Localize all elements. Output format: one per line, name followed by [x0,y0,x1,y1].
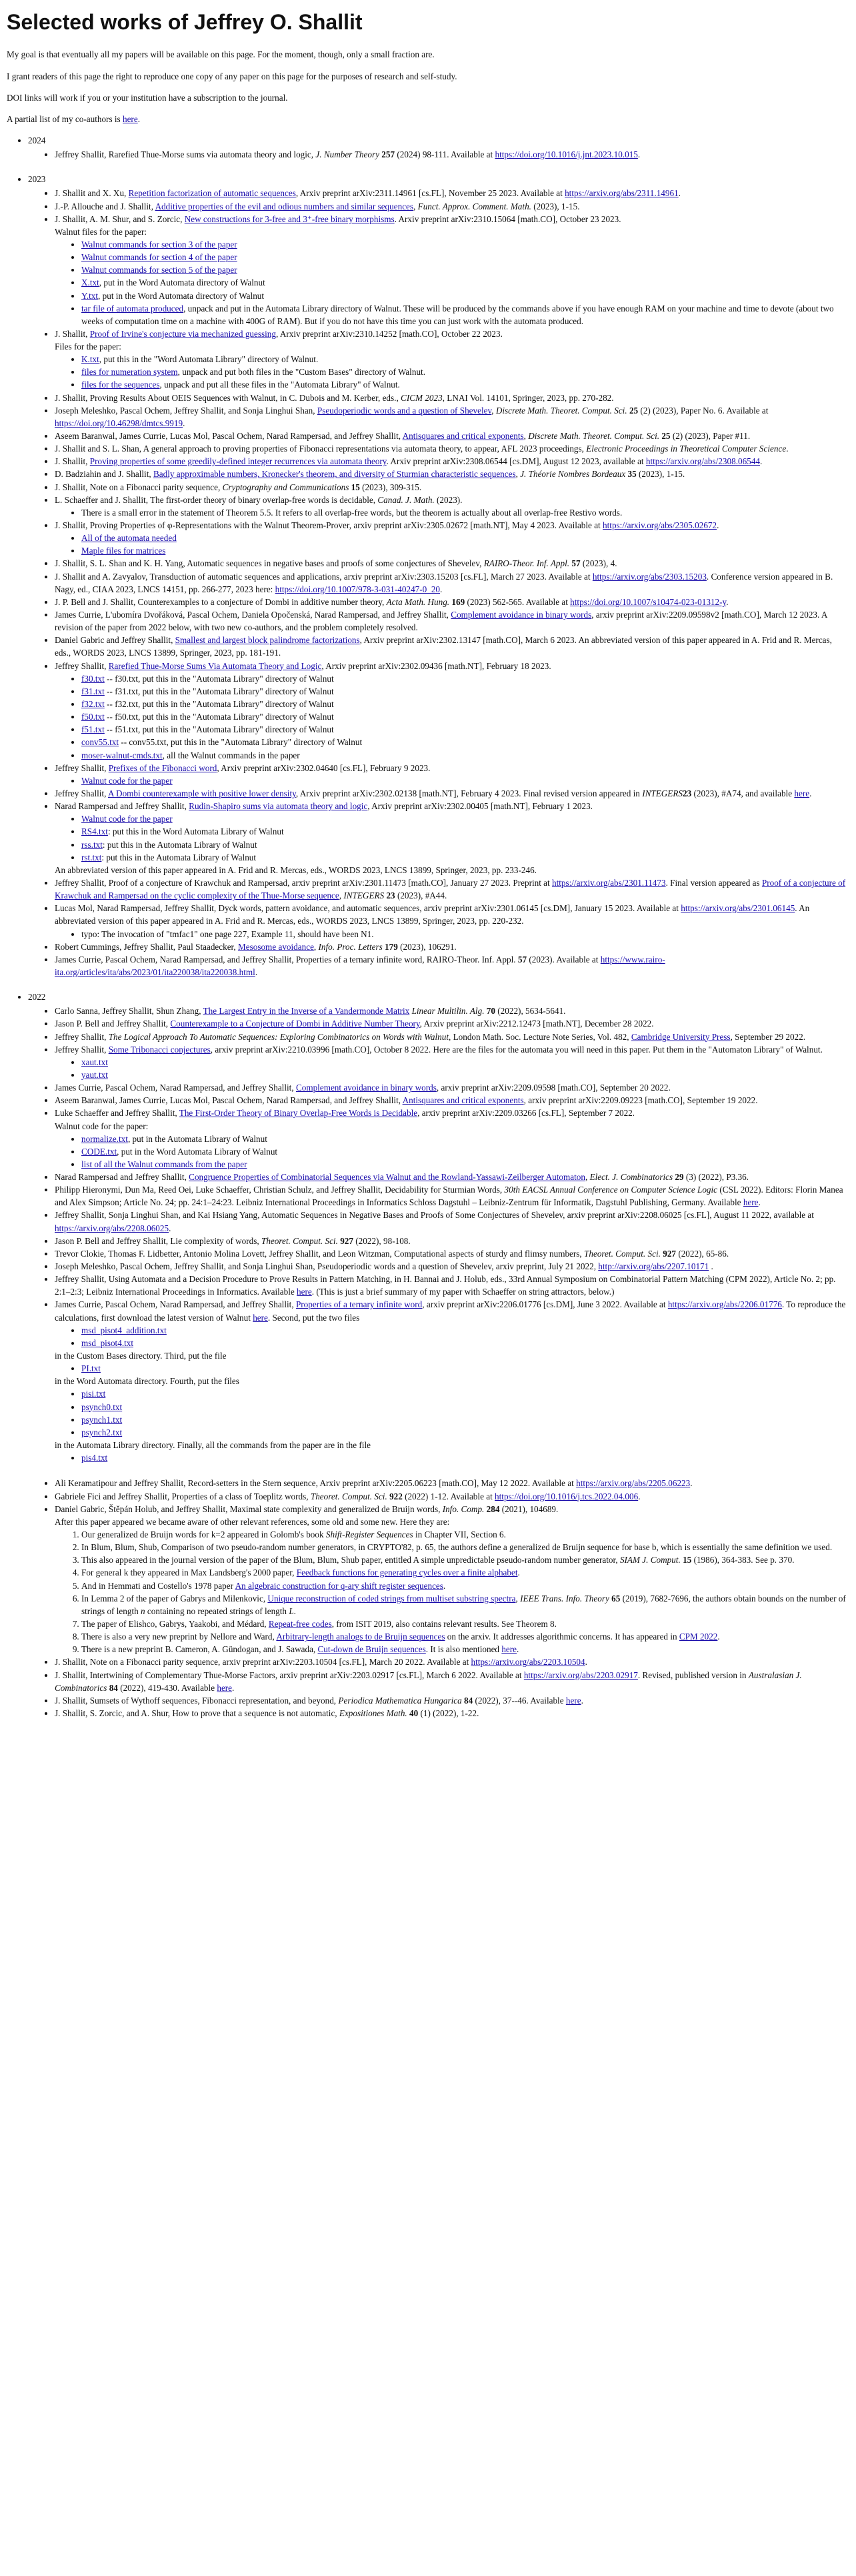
sub-item [81,532,849,544]
year-heading: 2023 [28,174,46,185]
arxiv-link[interactable]: https://arxiv.org/abs/2303.15203 [592,571,707,582]
file-link[interactable]: Walnut code for the paper [81,775,173,786]
list-item: • Aseem Baranwal, James Currie, Lucas Mol, Pascal Ochem, Narad Rampersad, and Jeffrey Shallit, Antisquares and critical exponents, arxiv preprint arXiv:2209.09223 [math.CO], September 19 2022. [55,1094,849,1107]
list-item: • Lucas Mol, Narad Rampersad, Jeffrey Shallit, Dyck words, pattern avoidance, and automatic sequences, arxiv preprint arXiv:2301.06145 [cs.DM], January 15 2023. Available at https://arxiv.org/abs/2301.06145. An abbreviated version of this paper appeared in A. Frid and R. Mercas, eds., WORDS 2023, LNCS 13899, Springer, 2023, pp. 220-232. • typo: The invocation of "tmfac1" one page 227, Example 11, should have been N1. [55,902,849,940]
paper-link[interactable]: Arbitrary-length analogs to de Bruijn sequences [276,1632,445,1642]
sub-list [55,672,849,762]
sub-item [81,1387,849,1400]
file-link[interactable]: normalize.txt [81,1133,128,1144]
sub-item [81,1056,849,1069]
sub-item: • rss.txt: put this in the Automata Library of Walnut [81,838,849,851]
file-link[interactable]: tar file of automata produced [81,303,184,313]
reference-item: 5. And in Hemmati and Costello's 1978 paper An algebraic construction for q-ary shift register sequences. [81,1579,849,1592]
file-link[interactable]: Maple files for matrices [81,546,166,556]
sub-item: • conv55.txt -- conv55.txt, put this in the "Automata Library" directory of Walnut [81,736,849,748]
paper-link[interactable]: Antisquares and critical exponents [402,431,524,442]
file-link[interactable]: files for the sequences [81,380,160,390]
file-link[interactable]: CODE.txt [81,1146,117,1157]
doi-link[interactable]: https://doi.org/10.46298/dmtcs.9919 [55,418,183,428]
file-link[interactable]: yaut.txt [81,1069,108,1080]
list-item: • Joseph Meleshko, Pascal Ochem, Jeffrey Shallit, and Sonja Linghui Shan, Pseudoperiodic words and a question of Shevelev, arxiv preprint, July 21 2022, http://arxiv.org/abs/2207.10171 . [55,1260,849,1273]
file-link[interactable]: list of all the Walnut commands from the paper [81,1159,247,1169]
list-item: • J. Shallit and A. Zavyalov, Transduction of automatic sequences and applications, arxiv preprint arXiv:2303.15203 [cs.FL], March 27 2023. Available at https://arxiv.org/abs/2303.15203. Conference version appeared in B. Nagy, ed., CIAA 2023, LNCS 14151, pp. 266-277, 2023 here: https://doi.org/10.1007/978-3-031-40247-0_20. [55,570,849,596]
list-item: • Jason P. Bell and Jeffrey Shallit, Counterexample to a Conjecture of Dombi in Additive Number Theory, Arxiv preprint arXiv:2212.12473 [math.NT], December 28 2022. [55,1017,849,1030]
sub-item: • f31.txt -- f31.txt, put this in the "Automata Library" directory of Walnut [81,685,849,698]
list-item: • J. Shallit, Proving Results About OEIS Sequences with Walnut, in C. Dubois and M. Kerber, eds., CICM 2023, LNAI Vol. 14101, Springer, 2023, pp. 270-282. [55,392,849,404]
reference-item: 4. For general k they appeared in Max Landsberg's 2000 paper, Feedback functions for generating cycles over a finite alphabet. [81,1566,849,1579]
sub-item: • RS4.txt: put this in the Word Automata Library of Walnut [81,825,849,838]
file-link[interactable]: Walnut commands for section 5 of the paper [81,265,237,275]
arxiv-link[interactable]: https://arxiv.org/abs/2305.02672 [603,520,717,531]
reference-item: 9. There is a new preprint B. Cameron, A. Gündogan, and J. Sawada, Cut-down de Bruijn sequences. It is also mentioned here. [81,1643,849,1656]
sub-item [81,544,849,557]
paper-link[interactable]: A Dombi counterexample with positive lower density [107,788,296,798]
list-item: • Narad Rampersad and Jeffrey Shallit, Rudin-Shapiro sums via automata theory and logic, Arxiv preprint arXiv:2302.00405 [math.NT], February 1 2023. • Walnut code for the paper • RS4.txt: put this in the Word Automata Library of Walnut • rss.txt: put this in the Automata Library of Walnut • rst.txt: put this in the Automata Library of Walnut An abbreviated version of this paper appeared in A. Frid and R. Mercas, eds., WORDS 2023, LNCS 13899, Springer, 2023, pp. 233-246. [55,800,849,876]
file-link[interactable]: rst.txt [81,852,102,862]
list-item: • Jeffrey Shallit, A Dombi counterexample with positive lower density, Arxiv preprint arXiv:2302.02138 [math.NT], February 4 2023. Final revised version appeared in INTEGERS23 (2023), #A74, and available here. [55,787,849,800]
intro-paragraph: My goal is that eventually all my papers will be available on this page. For the moment, though, only a small fraction are. [7,49,435,60]
file-link[interactable]: pisi.txt [81,1389,106,1399]
sub-item [81,1158,849,1171]
sub-item: • files for numeration system, unpack and put both files in the "Custom Bases" directory of Walnut. [81,366,849,378]
file-link[interactable]: RS4.txt [81,826,108,837]
paper-link[interactable]: Complement avoidance in binary words [451,610,592,620]
year-entries [28,187,849,979]
year-section-2023 [28,173,849,979]
paper-link[interactable]: Pseudoperiodic words and a question of Shevelev [317,405,492,416]
sub-item [81,1451,849,1464]
doi-link[interactable]: https://doi.org/10.1016/j.jnt.2023.10.015 [495,149,638,160]
file-link[interactable]: f50.txt [81,712,105,722]
arxiv-link[interactable]: https://arxiv.org/abs/2208.06025 [55,1223,169,1233]
coauthors-paragraph: A partial list of my co-authors is here. [7,113,140,124]
sub-list [55,774,849,787]
paper-link[interactable]: Proof of Irvine's conjecture via mechanized guessing [89,328,276,339]
list-item: • Jeffrey Shallit, Some Tribonacci conjectures, arxiv preprint arXiv:2210.03996 [math.CO], October 8 2022. Here are the files for the automata you will need in this paper. Put them in the "Automaton Library" of Walnut. • xaut.txt • yaut.txt [55,1043,849,1081]
list-item: • Narad Rampersad and Jeffrey Shallit, Congruence Properties of Combinatorial Sequences via Walnut and the Rowland-Yassawi-Zeilberger Automaton, Elect. J. Combinatorics 29 (3) (2022), P3.36. [55,1171,849,1183]
list-item: • Carlo Sanna, Jeffrey Shallit, Shun Zhang, The Largest Entry in the Inverse of a Vandermonde Matrix Linear Multilin. Alg. 70 (2022), 5634-5641. [55,1005,849,1017]
sub-item: • normalize.txt, put in the Automata Library of Walnut [81,1133,849,1145]
list-item: • J. Shallit, S. L. Shan and K. H. Yang, Automatic sequences in negative bases and proofs of some conjectures of Shevelev, RAIRO-Theor. Inf. Appl. 57 (2023), 4. [55,557,849,570]
sub-item: • files for the sequences, unpack and put all these files in the "Automata Library" of Walnut. [81,378,849,391]
list-item: • J. Shallit, Proof of Irvine's conjecture via mechanized guessing, Arxiv preprint arXiv:2310.14252 [math.CO], October 22 2023. Files for the paper: • K.txt, put this in the "Word Automata Library" directory of Walnut. • files for numeration system, unpack and put both files in the "Custom Bases" directory of Walnut. • files for the sequences, unpack and put all these files in the "Automata Library" of Walnut. [55,328,849,392]
list-item: • J. Shallit, S. Zorcic, and A. Shur, How to prove that a sequence is not automatic, Expositiones Math. 40 (1) (2022), 1-22. [55,1707,849,1720]
list-item: • D. Badziahin and J. Shallit, Badly approximable numbers, Kronecker's theorem, and diversity of Sturmian characteristic sequences, J. Théorie Nombres Bordeaux 35 (2023), 1-15. [55,468,849,480]
list-item: • J. Shallit, Sumsets of Wythoff sequences, Fibonacci representation, and beyond, Periodica Mathematica Hungarica 84 (2022), 37--46. Available here. [55,1694,849,1707]
paper-link[interactable]: The First-Order Theory of Binary Overlap-Free Words is Decidable [179,1108,418,1119]
page [0,7,856,1720]
sub-item: • There is a small error in the statement of Theorem 5.5. It refers to all overlap-free words, but the theorem is actually about all overlap-free Restivo words. [81,506,849,519]
paper-link[interactable]: https://www.rairo-ita.org/articles/ita/abs/2023/01/ita220038/ita220038.html [55,954,665,977]
reference-list [55,1528,849,1656]
list-item: • Joseph Meleshko, Pascal Ochem, Jeffrey Shallit, and Sonja Linghui Shan, Pseudoperiodic words and a question of Shevelev, Discrete Math. Theoret. Comput. Sci. 25 (2) (2023), Paper No. 6. Available at https://doi.org/10.46298/dmtcs.9919. [55,404,849,430]
list-item: • J. Shallit, Note on a Fibonacci parity sequence, Cryptography and Communications 15 (2023), 309-315. [55,481,849,494]
sub-item [81,774,849,787]
sub-list [55,1324,849,1349]
list-item: • J. Shallit, Proving properties of some greedily-defined integer recurrences via automata theory. Arxiv preprint arXiv:2308.06544 [cs.DM], August 12 2023, available at https://arxiv.org/abs/2308.06544. [55,455,849,468]
sub-item: • f50.txt -- f50.txt, put this in the "Automata Library" directory of Walnut [81,710,849,723]
sub-item: • moser-walnut-cmds.txt, all the Walnut commands in the paper [81,749,849,762]
file-link[interactable]: PI.txt [81,1363,101,1374]
paper-link[interactable]: The Largest Entry in the Inverse of a Vandermonde Matrix [203,1006,410,1017]
arxiv-link[interactable]: http://arxiv.org/abs/2207.10171 [598,1261,709,1272]
sub-item: • CODE.txt, put in the Word Automata Library of Walnut [81,1145,849,1158]
sub-item: • Y.txt, put in the Word Automata directory of Walnut [81,289,849,302]
publication-list [7,134,849,1720]
paper-link[interactable]: Mesosome avoidance [238,941,314,952]
paper-link[interactable]: Antisquares and critical exponents [402,1095,524,1106]
paper-link[interactable]: Counterexample to a Conjecture of Dombi in Additive Number Theory [170,1019,420,1029]
page-title: Selected works of Jeffrey O. Shallit [7,10,363,34]
file-link[interactable]: conv55.txt [81,737,119,748]
here-link[interactable]: here [217,1682,233,1693]
reference-item: 6. In Lemma 2 of the paper of Gabrys and Milenkovic, Unique reconstruction of coded strings from multiset substring spectra, IEEE Trans. Info. Theory 65 (2019), 7682-7696, the authors obtain bounds on the number of strings of length n containing no repeated strings of length L. [81,1592,849,1618]
sub-item [81,1337,849,1349]
list-item: • Jason P. Bell and Jeffrey Shallit, Lie complexity of words, Theoret. Comput. Sci. 927 (2022), 98-108. [55,1235,849,1247]
sub-item: • X.txt, put in the Word Automata directory of Walnut [81,276,849,289]
here-link[interactable]: here [253,1312,268,1323]
sub-item [81,1324,849,1337]
list-item: • J. Shallit and X. Xu, Repetition factorization of automatic sequences, Arxiv preprint arXiv:2311.14961 [cs.FL], November 25 2023. Available at https://arxiv.org/abs/2311.14961. [55,187,849,199]
sub-list [55,532,849,557]
sub-item [81,1426,849,1439]
arxiv-link[interactable]: https://arxiv.org/abs/2203.02917 [523,1670,638,1680]
here-link[interactable]: here [501,1644,517,1655]
sub-item: • f30.txt -- f30.txt, put this in the "Automata Library" directory of Walnut [81,672,849,685]
sub-item [81,812,849,825]
year-section-2022 [28,991,849,1720]
doi-paragraph: DOI links will work if you or your institution have a subscription to the journal. [7,92,288,103]
doi-link[interactable]: https://doi.org/10.1007/978-3-031-40247-0_20 [275,584,441,594]
file-link[interactable]: moser-walnut-cmds.txt [81,750,163,760]
coauthors-link[interactable]: here [122,113,138,124]
arxiv-link[interactable]: https://arxiv.org/abs/2311.14961 [565,188,679,199]
list-item: • L. Schaeffer and J. Shallit, The first-order theory of binary overlap-free words is decidable, Canad. J. Math. (2023). • There is a small error in the statement of Theorem 5.5. It refers to all overlap-free words, but the theorem is actually about all overlap-free Restivo words. [55,494,849,519]
file-link[interactable]: msd_pisot4_addition.txt [81,1325,167,1335]
paper-link[interactable]: Proving properties of some greedily-defined integer recurrences via automata theory [89,456,387,467]
reference-item: 8. There is also a very new preprint by Nellore and Ward, Arbitrary-length analogs to de Bruijn sequences on the arxiv. It addresses algorithmic concerns. It has appeared in CPM 2022. [81,1630,849,1643]
reference-item: 2. In Blum, Blum, Shub, Comparison of two pseudo-random number generators, in CRYPTO'82, p. 65, the authors define a generalized de Bruijn sequence for base b, which is essentially the same definition we used. [81,1541,849,1553]
license-paragraph: I grant readers of this page the right to reproduce one copy of any paper on this page for the purposes of research and self-study. [7,71,457,81]
file-link[interactable]: f30.txt [81,673,105,684]
arxiv-link[interactable]: https://arxiv.org/abs/2206.01776 [667,1299,782,1310]
file-link[interactable]: Walnut commands for section 3 of the paper [81,239,237,249]
list-item: • Robert Cummings, Jeffrey Shallit, Paul Staadecker, Mesosome avoidance, Info. Proc. Letters 179 (2023), 106291. [55,940,849,953]
arxiv-link[interactable]: https://arxiv.org/abs/2205.06223 [576,1478,691,1489]
file-link[interactable]: rss.txt [81,839,103,850]
list-item: • Jeffrey Shallit, Prefixes of the Fibonacci word, Arxiv preprint arXiv:2302.04640 [cs.FL], February 9 2023. • Walnut code for the paper [55,762,849,787]
file-link[interactable]: Y.txt [81,290,99,301]
paper-link[interactable]: Unique reconstruction of coded strings from multiset substring spectra [267,1593,516,1603]
file-link[interactable]: xaut.txt [81,1057,108,1067]
sub-item [81,1362,849,1375]
list-item: • Jeffrey Shallit, The Logical Approach To Automatic Sequences: Exploring Combinatorics on Words with Walnut, London Math. Soc. Lecture Note Series, Vol. 482, Cambridge University Press, September 29 2022. [55,1031,849,1043]
list-item: • Philipp Hieronymi, Dun Ma, Reed Oei, Luke Schaeffer, Christian Schulz, and Jeffrey Shallit, Decidability for Sturmian Words, 30th EACSL Annual Conference on Computer Science Logic (CSL 2022). Editors: Florin Manea and Alex Simpson; Article No. 24; pp. 24:1–24:23. Leibniz International Proceedings in Informatics Schloss Dagstuhl – Leibniz-Zentrum für Informatik, Dagstuhl Publishing, Germany. Available here. [55,1183,849,1209]
sub-item: • tar file of automata produced, unpack and put in the Automata Library directory of Walnut. These will be produced by the commands above if you have enough RAM on your machine and time to devote (about two weeks of computation time on a machine with 400G of RAM). But if you do not have this time you can just work with the automata produced. [81,302,849,328]
sub-item: • typo: The invocation of "tmfac1" one page 227, Example 11, should have been N1. [81,928,849,940]
file-link[interactable]: All of the automata needed [81,533,177,544]
paper-link[interactable]: Repeat-free codes [268,1618,332,1629]
list-item: • James Currie, L'ubomíra Dvořáková, Pascal Ochem, Daniela Opočenská, Narad Rampersad, and Jeffrey Shallit, Complement avoidance in binary words, arxiv preprint arXiv:2209.09598v2 [math.CO], March 12 2023. A revision of the paper from 2022 below, with two new co-authors, and the problem completely resolved. [55,608,849,634]
file-link[interactable]: Walnut code for the paper [81,814,173,824]
doi-link[interactable]: https://doi.org/10.1007/s10474-023-01312-y [570,596,727,607]
file-link[interactable]: Walnut commands for section 4 of the paper [81,252,237,263]
paper-link[interactable]: Congruence Properties of Combinatorial Sequences via Walnut and the Rowland-Yassawi-Zeilberger Automaton [189,1172,585,1183]
arxiv-link[interactable]: https://arxiv.org/abs/2301.11473 [552,877,666,888]
sub-list [55,506,849,519]
sub-list [55,1133,849,1171]
sub-list [55,353,849,391]
list-item: • James Currie, Pascal Ochem, Narad Rampersad, and Jeffrey Shallit, Complement avoidance in binary words, arxiv preprint arXiv:2209.09598 [math.CO], September 20 2022. [55,1081,849,1094]
file-link[interactable]: psynch0.txt [81,1401,123,1412]
reference-item: 7. The paper of Elishco, Gabrys, Yaakobi, and Médard, Repeat-free codes, from ISIT 2019, also contains relevant results. See Theorem 8. [81,1618,849,1630]
paper-link[interactable]: Prefixes of the Fibonacci word [108,762,217,773]
list-item: • Ali Keramatipour and Jeffrey Shallit, Record-setters in the Stern sequence, Arxiv preprint arXiv:2205.06223 [math.CO], May 12 2022. Available at https://arxiv.org/abs/2205.06223. [55,1477,849,1489]
file-link[interactable]: msd_pisot4.txt [81,1337,134,1348]
list-item: • Daniel Gabric, Štěpán Holub, and Jeffrey Shallit, Maximal state complexity and generalized de Bruijn words, Info. Comp. 284 (2021), 104689. After this paper appeared we became aware of other relevant references, some old and some new. Here they are: 1. Our generalized de Bruijn words for k=2 appeared in Golomb's book Shift-Register Sequences in Chapter VII, Section 6. 2. In Blum, Blum, Shub, Comparison of two pseudo-random number generators, in CRYPTO'82, p. 65, the authors define a generalized de Bruijn sequence for base b, which is essentially the same definition we used. 3. This also appeared in the journal version of the paper of the Blum, Blum, Shub paper, entitled A simple unpredictable pseudo-random number generator, SIAM J. Comput. 15 (1986), 364-383. See p. 370. 4. For general k they appeared in Max Landsberg's 2000 paper, Feedback functions for generating cycles over a finite alphabet. 5. And in Hemmati and Costello's 1978 paper An algebraic construction for q-ary shift register sequences. 6. In Lemma 2 of the paper of Gabrys and Milenkovic, Unique reconstruction of coded strings from multiset substring spectra, IEEE Trans. Info. Theory 65 (2019), 7682-7696, the authors obtain bounds on the number of strings of length n containing no repeated strings of length L. 7. The paper of Elishco, Gabrys, Yaakobi, and Médard, Repeat-free codes, from ISIT 2019, also contains relevant results. See Theorem 8. 8. There is also a very new preprint by Nellore and Ward, Arbitrary-length analogs to de Bruijn sequences on the arxiv. It addresses algorithmic concerns. It has appeared in CPM 2022. 9. There is a new preprint B. Cameron, A. Gündogan, and J. Sawada, Cut-down de Bruijn sequences. It is also mentioned here. [55,1503,849,1656]
paper-link[interactable]: Cut-down de Bruijn sequences [317,1644,426,1655]
list-item: • J.-P. Allouche and J. Shallit, Additive properties of the evil and odious numbers and similar sequences, Funct. Approx. Comment. Math. (2023), 1-15. [55,200,849,213]
list-item: • Daniel Gabric and Jeffrey Shallit, Smallest and largest block palindrome factorizations, Arxiv preprint arXiv:2302.13147 [math.CO], March 6 2023. An abbreviated version of this paper appeared in A. Frid and R. Mercas, eds., WORDS 2023, LNCS 13899, Springer, 2023, pp. 181-191. [55,634,849,659]
year-entries [28,148,849,161]
sub-list [55,928,849,940]
sub-list [55,812,849,864]
sub-list [55,1056,849,1081]
list-item: • Jeffrey Shallit, Sonja Linghui Shan, and Kai Hsiang Yang, Automatic Sequences in Negative Bases and Proofs of Some Conjectures of Shevelev, arxiv preprint arXiv:2208.06025 [cs.FL], August 11 2022, available at https://arxiv.org/abs/2208.06025. [55,1209,849,1234]
paper-link[interactable]: An algebraic construction for q-ary shift register sequences [235,1580,443,1591]
paper-link[interactable]: Properties of a ternary infinite word [295,1299,423,1310]
sub-list [55,238,849,328]
list-item: • J. Shallit, Note on a Fibonacci parity sequence, arxiv preprint arXiv:2203.10504 [cs.FL], March 20 2022. Available at https://arxiv.org/abs/2203.10504. [55,1656,849,1668]
paper-link[interactable]: Rarefied Thue-Morse Sums Via Automata Theory and Logic [108,660,322,671]
list-item: • James Currie, Pascal Ochem, Narad Rampersad, and Jeffrey Shallit, Properties of a ternary infinite word, RAIRO-Theor. Inf. Appl. 57 (2023). Available at https://www.rairo-ita.org/articles/ita/abs/2023/01/ita220038/ita220038.html. [55,953,849,979]
list-item: • Jeffrey Shallit, Proof of a conjecture of Krawchuk and Rampersad, arxiv preprint arXiv:2301.11473 [math.CO], January 27 2023. Preprint at https://arxiv.org/abs/2301.11473. Final version appeared as Proof of a conjecture of Krawchuk and Rampersad on the cyclic complexity of the Thue-Morse sequence, INTEGERS 23 (2023), #A44. [55,876,849,902]
list-item: • J. Shallit, Intertwining of Complementary Thue-Morse Factors, arxiv preprint arXiv:2203.02917 [cs.FL], March 6 2022. Available at https://arxiv.org/abs/2203.02917. Revised, published version in Australasian J. Combinatorics 84 (2022), 419-430. Available here. [55,1669,849,1694]
sub-item [81,251,849,263]
list-item: • Luke Schaeffer and Jeffrey Shallit, The First-Order Theory of Binary Overlap-Free Words is Decidable, arxiv preprint arXiv:2209.03266 [cs.FL], September 7 2022. Walnut code for the paper: • normalize.txt, put in the Automata Library of Walnut • CODE.txt, put in the Word Automata Library of Walnut • list of all the Walnut commands from the paper [55,1107,849,1171]
sub-list [55,1387,849,1439]
file-link[interactable]: f32.txt [81,699,105,709]
file-link[interactable]: f31.txt [81,686,105,696]
arxiv-link[interactable]: https://arxiv.org/abs/2308.06544 [645,456,760,467]
doi-link[interactable]: https://doi.org/10.1016/j.tcs.2022.04.006 [495,1491,639,1501]
list-item: • Jeffrey Shallit, Rarefied Thue-Morse Sums Via Automata Theory and Logic, Arxiv preprint arXiv:2302.09436 [math.NT], February 18 2023. • f30.txt -- f30.txt, put this in the "Automata Library" directory of Walnut • f31.txt -- f31.txt, put this in the "Automata Library" directory of Walnut • f32.txt -- f32.txt, put this in the "Automata Library" directory of Walnut • f50.txt -- f50.txt, put this in the "Automata Library" directory of Walnut • f51.txt -- f51.txt, put this in the "Automata Library" directory of Walnut • conv55.txt -- conv55.txt, put this in the "Automata Library" directory of Walnut • moser-walnut-cmds.txt, all the Walnut commands in the paper [55,660,849,762]
file-link[interactable]: X.txt [81,277,99,288]
paper-link[interactable]: Rudin-Shapiro sums via automata theory and logic [189,801,368,812]
list-item: • James Currie, Pascal Ochem, Narad Rampersad, and Jeffrey Shallit, Properties of a ternary infinite word, arxiv preprint arXiv:2206.01776 [cs.DM], June 3 2022. Available at https://arxiv.org/abs/2206.01776. To reproduce the calculations, first download the latest version of Walnut here. Second, put the two files • msd_pisot4_addition.txt • msd_pisot4.txt in the Custom Bases directory. Third, put the file • PI.txt in the Word Automata directory. Fourth, put the files • pisi.txt • psynch0.txt • psynch1.txt • psynch2.txt in the Automata Library directory. Finally, all the commands from the paper are in the file • pis4.txt [55,1298,849,1477]
file-link[interactable]: psynch1.txt [81,1414,123,1425]
here-link[interactable]: here [565,1695,581,1706]
year-section-2024 [28,134,849,161]
publisher-link[interactable]: Cambridge University Press [631,1031,731,1042]
file-link[interactable]: pis4.txt [81,1453,108,1463]
year-entries [28,1005,849,1720]
list-item: • J. Shallit, Proving Properties of φ-Representations with the Walnut Theorem-Prover, arxiv preprint arXiv:2305.02672 [math.NT], May 4 2023. Available at https://arxiv.org/abs/2305.02672. • All of the automata needed • Maple files for matrices [55,519,849,557]
sub-item: • f32.txt -- f32.txt, put this in the "Automata Library" directory of Walnut [81,698,849,710]
arxiv-link[interactable]: https://arxiv.org/abs/2301.06145 [681,903,795,914]
sub-item: • rst.txt: put this in the Automata Library of Walnut [81,851,849,864]
file-link[interactable]: K.txt [81,354,99,365]
year-heading: 2024 [28,135,46,145]
sub-item [81,1069,849,1081]
list-item: • Jeffrey Shallit, Using Automata and a Decision Procedure to Prove Results in Pattern Matching, in H. Bannai and J. Holub, eds., 33rd Annual Symposium on Combinatorial Pattern Matching (CPM 2022), Article No. 2; pp. 2:1–2:3; Leibniz International Proceedings in Informatics. Available here. (This is just a brief summary of my paper with Schaeffer on string attractors, below.) [55,1273,849,1298]
sub-item: • f51.txt -- f51.txt, put this in the "Automata Library" directory of Walnut [81,723,849,736]
here-link[interactable]: here [743,1197,759,1208]
sub-item [81,263,849,276]
list-item: • Jeffrey Shallit, Rarefied Thue-Morse sums via automata theory and logic, J. Number Theory 257 (2024) 98-111. Available at https://doi.org/10.1016/j.jnt.2023.10.015. [55,148,849,161]
sub-list [55,1451,849,1464]
paper-link[interactable]: Repetition factorization of automatic sequences [128,188,296,199]
sub-list [55,1362,849,1375]
paper-link[interactable]: Complement avoidance in binary words [295,1083,437,1093]
paper-link[interactable]: Some Tribonacci conjectures [108,1044,211,1055]
paper-link[interactable]: Additive properties of the evil and odious numbers and similar sequences [155,201,414,211]
file-link[interactable]: files for numeration system [81,367,178,378]
file-link[interactable]: psynch2.txt [81,1427,123,1437]
list-item: • J. Shallit, A. M. Shur, and S. Zorcic, New constructions for 3-free and 3⁺-free binary morphisms. Arxiv preprint arXiv:2310.15064 [math.CO], October 23 2023. Walnut files for the paper: • Walnut commands for section 3 of the paper • Walnut commands for section 4 of the paper • Walnut commands for section 5 of the paper • X.txt, put in the Word Automata directory of Walnut • Y.txt, put in the Word Automata directory of Walnut • tar file of automata produced, unpack and put in the Automata Library directory of Walnut. These will be produced by the commands above if you have enough RAM on your machine and time to devote (about two weeks of computation time on a machine with 400G of RAM). But if you do not have this time you can just work with the automata produced. [55,213,849,328]
list-item: • J. Shallit and S. L. Shan, A general approach to proving properties of Fibonacci representations via automata theory, to appear, AFL 2023 proceedings, Electronic Proceedings in Theoretical Computer Science. [55,442,849,455]
sub-item: • K.txt, put this in the "Word Automata Library" directory of Walnut. [81,353,849,366]
here-link[interactable]: here [794,788,810,798]
conference-link[interactable]: CPM 2022 [679,1632,718,1642]
reference-item: 3. This also appeared in the journal version of the paper of the Blum, Blum, Shub paper, entitled A simple unpredictable pseudo-random number generator, SIAM J. Comput. 15 (1986), 364-383. See p. 370. [81,1553,849,1566]
reference-item: 1. Our generalized de Bruijn words for k=2 appeared in Golomb's book Shift-Register Sequences in Chapter VII, Section 6. [81,1528,849,1541]
paper-link[interactable]: Feedback functions for generating cycles over a finite alphabet [296,1567,518,1578]
sub-item [81,238,849,251]
paper-link[interactable]: Smallest and largest block palindrome factorizations [175,635,360,646]
list-item: • J. P. Bell and J. Shallit, Counterexamples to a conjecture of Dombi in additive number theory, Acta Math. Hung. 169 (2023) 562-565. Available at https://doi.org/10.1007/s10474-023-01312-y. [55,596,849,608]
file-link[interactable]: f51.txt [81,724,105,735]
here-link[interactable]: here [297,1287,312,1297]
list-item: • Aseem Baranwal, James Currie, Lucas Mol, Pascal Ochem, Narad Rampersad, and Jeffrey Shallit, Antisquares and critical exponents, Discrete Math. Theoret. Comput. Sci. 25 (2) (2023), Paper #11. [55,430,849,442]
list-item: • Trevor Clokie, Thomas F. Lidbetter, Antonio Molina Lovett, Jeffrey Shallit, and Leon Witzman, Computational aspects of sturdy and flimsy numbers, Theoret. Comput. Sci. 927 (2022), 65-86. [55,1247,849,1260]
paper-link[interactable]: Badly approximable numbers, Kronecker's theorem, and diversity of Sturmian characteristic sequences [153,469,516,480]
paper-link[interactable]: Proof of a conjecture of Krawchuk and Rampersad on the cyclic complexity of the Thue-Morse sequence [55,877,846,901]
arxiv-link[interactable]: https://arxiv.org/abs/2203.10504 [471,1657,585,1668]
paper-link[interactable]: New constructions for 3-free and 3⁺-free binary morphisms [184,213,395,224]
sub-item [81,1401,849,1413]
year-heading: 2022 [28,992,46,1003]
sub-item [81,1413,849,1426]
list-item: • Gabriele Fici and Jeffrey Shallit, Properties of a class of Toeplitz words, Theoret. Comput. Sci. 922 (2022) 1-12. Available at https://doi.org/10.1016/j.tcs.2022.04.006. [55,1490,849,1503]
